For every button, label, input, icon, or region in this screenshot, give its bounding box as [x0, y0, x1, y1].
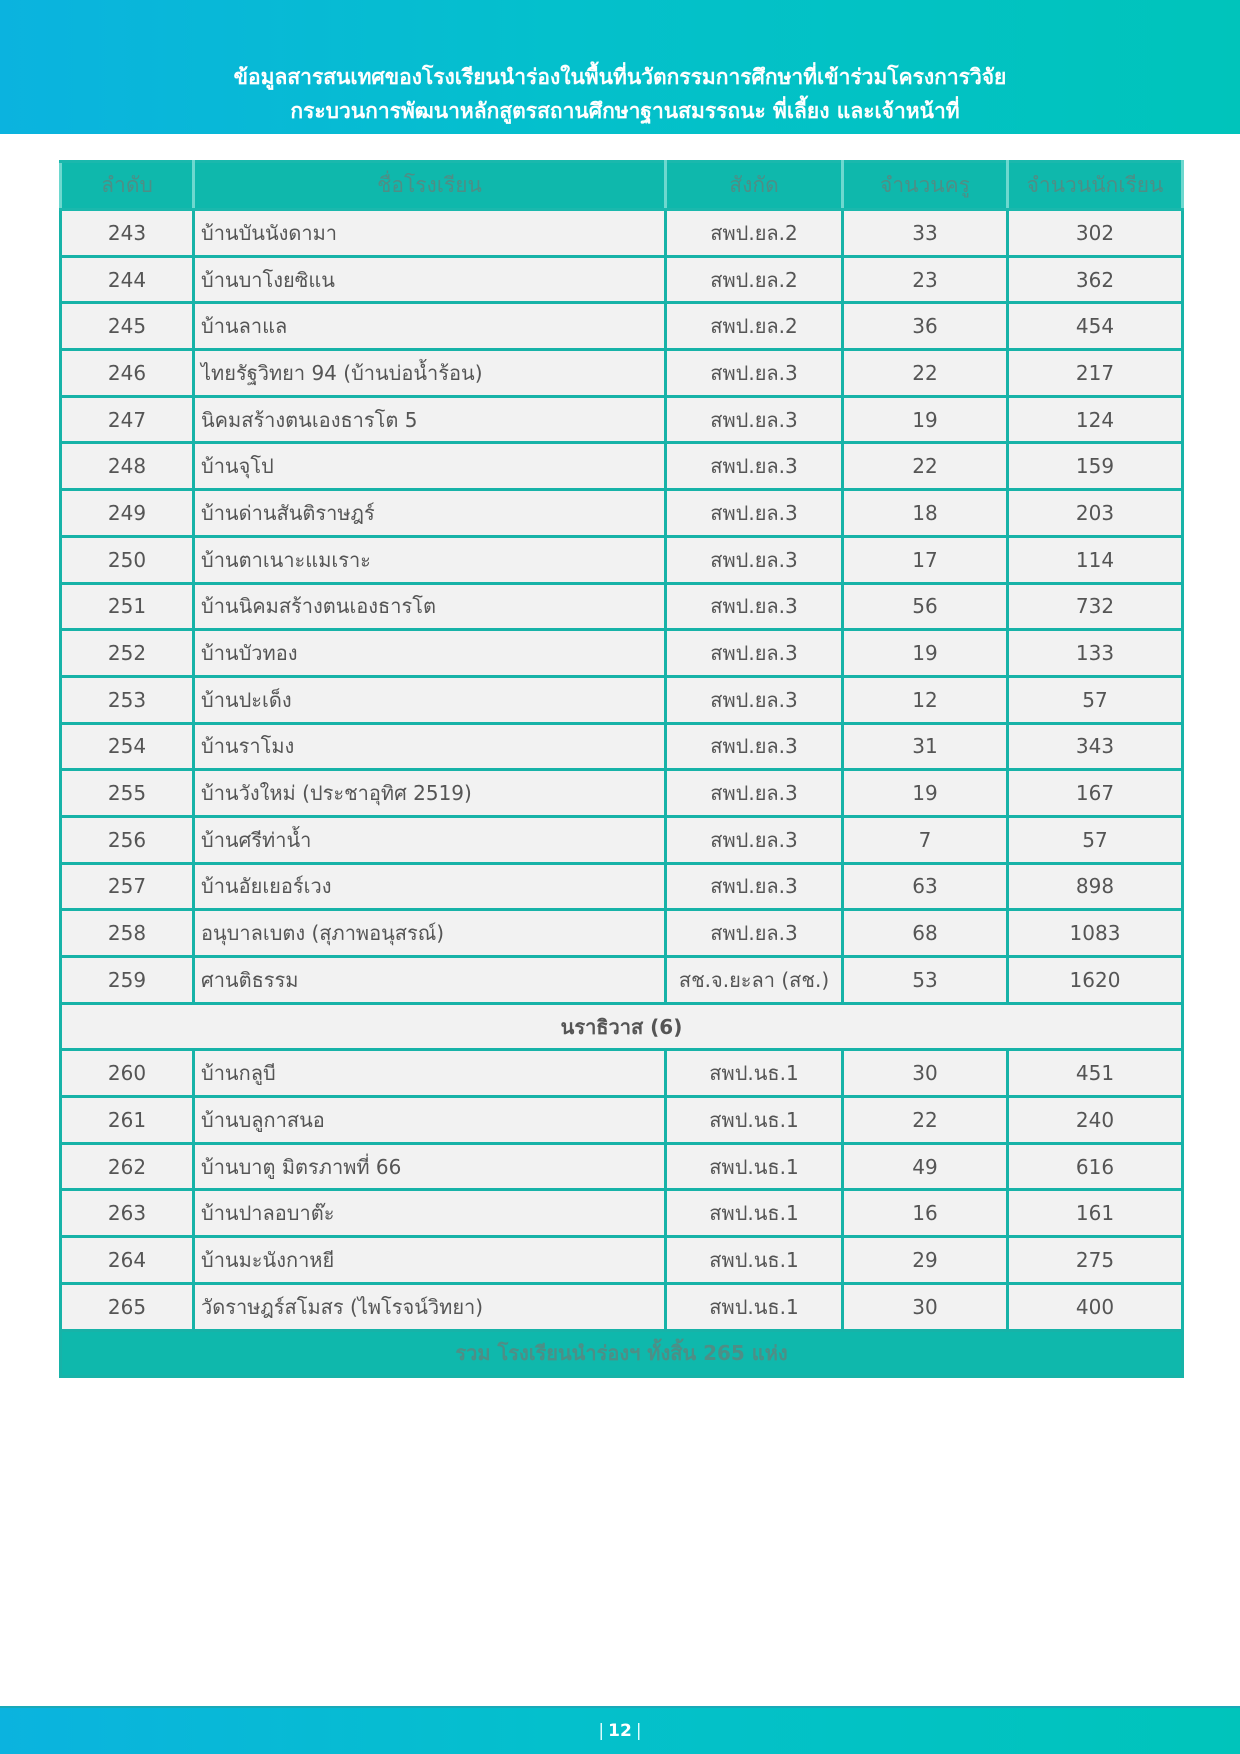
school-name-cell: ศานติธรรม	[194, 957, 666, 1004]
school-name-cell: อนุบาลเบตง (สุภาพอนุสรณ์)	[194, 910, 666, 957]
school-name-cell: บ้านนิคมสร้างตนเองธารโต	[194, 583, 666, 630]
student-count-cell: 343	[1008, 723, 1183, 770]
table-row	[61, 676, 1183, 723]
table-row	[61, 863, 1183, 910]
row-number-cell: 243	[61, 210, 194, 257]
teacher-count-cell: 63	[843, 863, 1008, 910]
table-row	[61, 396, 1183, 443]
teacher-count-cell: 30	[843, 1050, 1008, 1097]
affiliation-cell: สพป.ยล.3	[666, 536, 843, 583]
row-number-cell: 256	[61, 816, 194, 863]
column-header-students: จำนวนนักเรียน	[1008, 162, 1183, 210]
affiliation-cell: สพป.ยล.3	[666, 630, 843, 677]
school-name-cell: บ้านกลูบี	[194, 1050, 666, 1097]
student-count-cell: 1620	[1008, 957, 1183, 1004]
student-count-cell: 217	[1008, 350, 1183, 397]
teacher-count-cell: 30	[843, 1283, 1008, 1330]
school-name-cell: บ้านบัวทอง	[194, 630, 666, 677]
student-count-cell: 275	[1008, 1237, 1183, 1284]
row-number-cell: 261	[61, 1097, 194, 1144]
affiliation-cell: สพป.นธ.1	[666, 1143, 843, 1190]
table-row	[61, 1190, 1183, 1237]
affiliation-cell: สพป.ยล.3	[666, 443, 843, 490]
affiliation-cell: สพป.ยล.3	[666, 770, 843, 817]
row-number-cell: 251	[61, 583, 194, 630]
teacher-count-cell: 23	[843, 256, 1008, 303]
student-count-cell: 302	[1008, 210, 1183, 257]
affiliation-cell: สพป.ยล.2	[666, 256, 843, 303]
school-name-cell: ไทยรัฐวิทยา 94 (บ้านบ่อน้ำร้อน)	[194, 350, 666, 397]
student-count-cell: 454	[1008, 303, 1183, 350]
table-row	[61, 630, 1183, 677]
teacher-count-cell: 56	[843, 583, 1008, 630]
student-count-cell: 167	[1008, 770, 1183, 817]
row-number-cell: 257	[61, 863, 194, 910]
teacher-count-cell: 49	[843, 1143, 1008, 1190]
student-count-cell: 133	[1008, 630, 1183, 677]
affiliation-cell: สพป.ยล.3	[666, 676, 843, 723]
teacher-count-cell: 19	[843, 630, 1008, 677]
table-row	[61, 1143, 1183, 1190]
teacher-count-cell: 29	[843, 1237, 1008, 1284]
student-count-cell: 124	[1008, 396, 1183, 443]
table-row	[61, 303, 1183, 350]
row-number-cell: 260	[61, 1050, 194, 1097]
school-name-cell: บ้านด่านสันติราษฎร์	[194, 490, 666, 537]
row-number-cell: 246	[61, 350, 194, 397]
teacher-count-cell: 36	[843, 303, 1008, 350]
section-row-narathiwat	[61, 1003, 1183, 1050]
teacher-count-cell: 7	[843, 816, 1008, 863]
total-label: รวม โรงเรียนนำร่องฯ ทั้งสิ้น 265 แห่ง	[61, 1330, 1183, 1376]
school-name-cell: วัดราษฎร์สโมสร (ไพโรจน์วิทยา)	[194, 1283, 666, 1330]
student-count-cell: 451	[1008, 1050, 1183, 1097]
student-count-cell: 57	[1008, 816, 1183, 863]
row-number-cell: 255	[61, 770, 194, 817]
row-number-cell: 263	[61, 1190, 194, 1237]
affiliation-cell: สพป.ยล.3	[666, 350, 843, 397]
school-name-cell: บ้านวังใหม่ (ประชาอุทิศ 2519)	[194, 770, 666, 817]
footer-banner	[0, 1706, 1240, 1754]
school-name-cell: นิคมสร้างตนเองธารโต 5	[194, 396, 666, 443]
teacher-count-cell: 16	[843, 1190, 1008, 1237]
section-label: นราธิวาส (6)	[61, 1003, 1183, 1050]
column-header-number: ลำดับ	[61, 162, 194, 210]
total-row	[61, 1330, 1183, 1376]
row-number-cell: 259	[61, 957, 194, 1004]
school-name-cell: บ้านปาลอบาต๊ะ	[194, 1190, 666, 1237]
table-row	[61, 816, 1183, 863]
header-banner	[0, 0, 1240, 134]
table-row	[61, 256, 1183, 303]
affiliation-cell: สพป.ยล.2	[666, 210, 843, 257]
teacher-count-cell: 18	[843, 490, 1008, 537]
school-name-cell: บ้านอัยเยอร์เวง	[194, 863, 666, 910]
row-number-cell: 253	[61, 676, 194, 723]
table-row	[61, 443, 1183, 490]
page-title	[0, 60, 1240, 128]
student-count-cell: 203	[1008, 490, 1183, 537]
column-header-affiliation: สังกัด	[666, 162, 843, 210]
page-number-separator-right: |	[635, 1721, 642, 1741]
affiliation-cell: สพป.นธ.1	[666, 1097, 843, 1144]
table-row	[61, 210, 1183, 257]
teacher-count-cell: 22	[843, 443, 1008, 490]
student-count-cell: 400	[1008, 1283, 1183, 1330]
table-header	[61, 162, 1183, 210]
table-row	[61, 490, 1183, 537]
row-number-cell: 244	[61, 256, 194, 303]
school-name-cell: บ้านลาแล	[194, 303, 666, 350]
affiliation-cell: สพป.นธ.1	[666, 1237, 843, 1284]
row-number-cell: 245	[61, 303, 194, 350]
teacher-count-cell: 22	[843, 350, 1008, 397]
school-name-cell: บ้านศรีท่าน้ำ	[194, 816, 666, 863]
school-name-cell: บ้านราโมง	[194, 723, 666, 770]
row-number-cell: 254	[61, 723, 194, 770]
affiliation-cell: สพป.ยล.3	[666, 723, 843, 770]
school-name-cell: บ้านบาโงยซิแน	[194, 256, 666, 303]
row-number-cell: 250	[61, 536, 194, 583]
affiliation-cell: สพป.นธ.1	[666, 1050, 843, 1097]
school-name-cell: บ้านบลูกาสนอ	[194, 1097, 666, 1144]
row-number-cell: 262	[61, 1143, 194, 1190]
table-row	[61, 770, 1183, 817]
affiliation-cell: สพป.นธ.1	[666, 1190, 843, 1237]
table-row	[61, 583, 1183, 630]
teacher-count-cell: 33	[843, 210, 1008, 257]
table-row	[61, 1237, 1183, 1284]
affiliation-cell: สพป.ยล.2	[666, 303, 843, 350]
teacher-count-cell: 19	[843, 770, 1008, 817]
student-count-cell: 114	[1008, 536, 1183, 583]
table-row	[61, 1283, 1183, 1330]
student-count-cell: 616	[1008, 1143, 1183, 1190]
affiliation-cell: สพป.นธ.1	[666, 1283, 843, 1330]
row-number-cell: 258	[61, 910, 194, 957]
school-name-cell: บ้านบันนังดามา	[194, 210, 666, 257]
table-header-row	[61, 162, 1183, 210]
row-number-cell: 249	[61, 490, 194, 537]
affiliation-cell: สพป.ยล.3	[666, 583, 843, 630]
column-header-school-name: ชื่อโรงเรียน	[194, 162, 666, 210]
table-row	[61, 910, 1183, 957]
school-name-cell: บ้านจุโป	[194, 443, 666, 490]
table-row	[61, 350, 1183, 397]
column-header-teachers: จำนวนครู	[843, 162, 1008, 210]
teacher-count-cell: 19	[843, 396, 1008, 443]
affiliation-cell: สพป.ยล.3	[666, 396, 843, 443]
teacher-count-cell: 31	[843, 723, 1008, 770]
page-number	[0, 1721, 1240, 1741]
teacher-count-cell: 22	[843, 1097, 1008, 1144]
row-number-cell: 247	[61, 396, 194, 443]
affiliation-cell: สพป.ยล.3	[666, 863, 843, 910]
row-number-cell: 264	[61, 1237, 194, 1284]
student-count-cell: 57	[1008, 676, 1183, 723]
teacher-count-cell: 68	[843, 910, 1008, 957]
row-number-cell: 265	[61, 1283, 194, 1330]
student-count-cell: 898	[1008, 863, 1183, 910]
student-count-cell: 732	[1008, 583, 1183, 630]
table-row	[61, 536, 1183, 583]
teacher-count-cell: 53	[843, 957, 1008, 1004]
table-row	[61, 723, 1183, 770]
schools-table-container	[59, 160, 1181, 1378]
row-number-cell: 252	[61, 630, 194, 677]
school-name-cell: บ้านบาตู มิตรภาพที่ 66	[194, 1143, 666, 1190]
table-row	[61, 1050, 1183, 1097]
affiliation-cell: สพป.ยล.3	[666, 910, 843, 957]
affiliation-cell: สพป.ยล.3	[666, 816, 843, 863]
teacher-count-cell: 17	[843, 536, 1008, 583]
title-line-1: ข้อมูลสารสนเทศของโรงเรียนนำร่องในพื้นที่นวัตกรรมการศึกษาที่เข้าร่วมโครงการวิจัย	[233, 65, 1007, 89]
table-row	[61, 1097, 1183, 1144]
page-number-value: 12	[608, 1721, 632, 1741]
table-body	[61, 210, 1183, 1377]
school-name-cell: บ้านปะเด็ง	[194, 676, 666, 723]
page-number-separator-left: |	[598, 1721, 605, 1741]
student-count-cell: 240	[1008, 1097, 1183, 1144]
schools-table	[59, 160, 1184, 1378]
title-line-2: กระบวนการพัฒนาหลักสูตรสถานศึกษาฐานสมรรถนะ พี่เลี้ยง และเจ้าหน้าที่	[290, 99, 960, 123]
school-name-cell: บ้านตาเนาะแมเราะ	[194, 536, 666, 583]
affiliation-cell: สพป.ยล.3	[666, 490, 843, 537]
student-count-cell: 362	[1008, 256, 1183, 303]
row-number-cell: 248	[61, 443, 194, 490]
student-count-cell: 1083	[1008, 910, 1183, 957]
school-name-cell: บ้านมะนังกาหยี	[194, 1237, 666, 1284]
student-count-cell: 159	[1008, 443, 1183, 490]
table-row	[61, 957, 1183, 1004]
affiliation-cell: สช.จ.ยะลา (สช.)	[666, 957, 843, 1004]
teacher-count-cell: 12	[843, 676, 1008, 723]
student-count-cell: 161	[1008, 1190, 1183, 1237]
